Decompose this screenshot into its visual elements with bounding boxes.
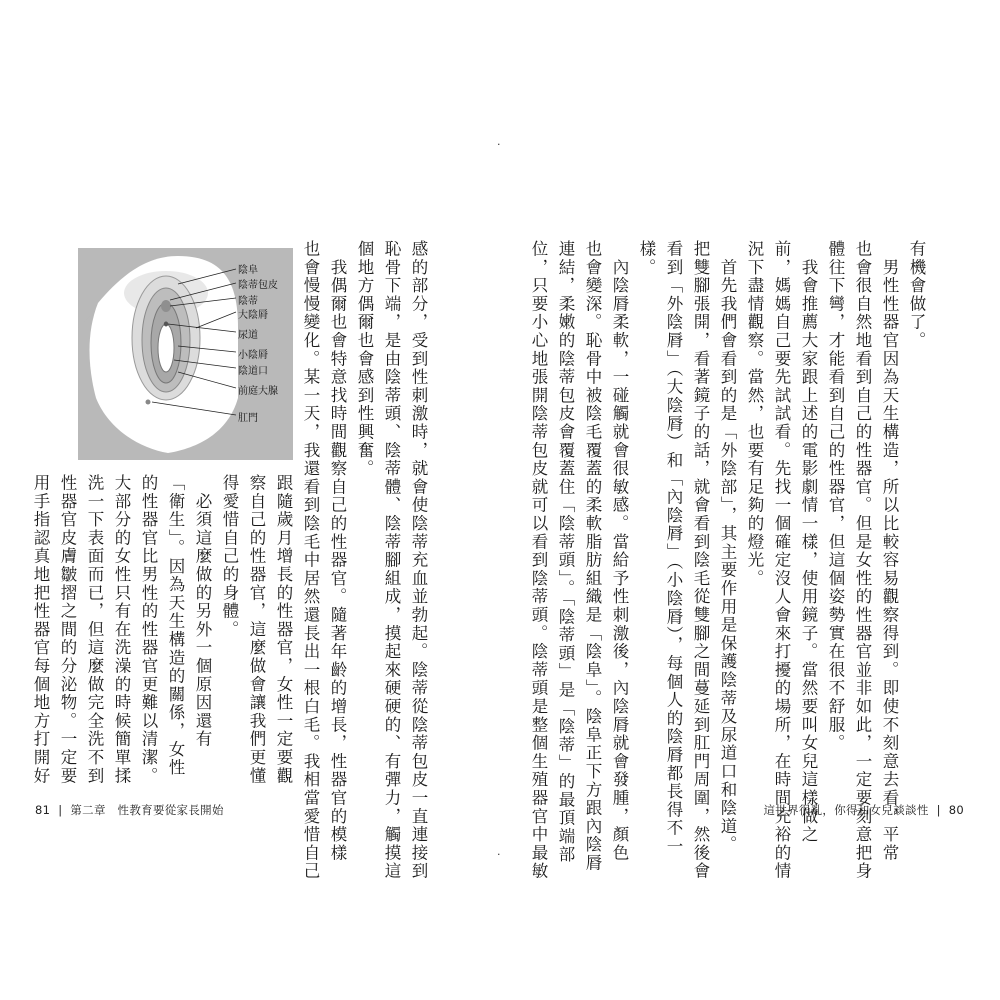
- left-text-column: 我偶爾也會特意找時間觀察自己的性器官。隨著年齡的增長，性器官的模樣: [328, 240, 347, 863]
- right-text-column: 內陰脣柔軟，一碰觸就會很敏感。當給予性刺激後，內陰脣就會發腫，顏色: [610, 240, 629, 863]
- left-text-column: 必須這麼做的另外一個原因還有: [193, 474, 212, 749]
- left-text-column: 個地方偶爾也會感到性興奮。: [355, 240, 374, 478]
- right-text-column: 我會推薦大家跟上述的電影劇情一樣，使用鏡子。當然要叫女兒這樣做之: [799, 240, 818, 844]
- right-text-column: 樣。: [637, 240, 656, 277]
- figure-label-labia-majora: 大陰脣: [238, 310, 268, 321]
- left-page-number: 81: [35, 803, 51, 817]
- bottom-registration-mark: ·: [497, 848, 501, 861]
- left-page-footer: [35, 802, 224, 818]
- left-text-column: 也會慢慢變化。某一天，我還看到陰毛中居然還長出一根白毛。我相當愛惜自己: [301, 240, 320, 881]
- right-text-column: 前，媽媽自己要先試試看。先找一個確定沒人會來打擾的場所，在時間充裕的情: [772, 240, 791, 881]
- right-text-column: 看到「外陰脣」（大陰脣）和「內陰脣」（小陰脣），每個人的陰脣都長得不一: [664, 240, 683, 856]
- left-text-column: 得愛惜自己的身體。: [220, 474, 239, 639]
- figure-label-urethra: 尿道: [238, 330, 258, 341]
- anatomy-figure: [78, 248, 293, 460]
- footer-separator: |: [58, 803, 63, 817]
- figure-label-labia-minora: 小陰脣: [238, 350, 268, 361]
- left-text-column: 察自己的性器官，這麼做會讓我們更懂: [247, 474, 266, 786]
- figure-label-bartholin-gland: 前庭大腺: [238, 386, 278, 397]
- figure-label-mons: 陰阜: [238, 265, 258, 276]
- right-text-column: 也會變深。恥骨中被陰毛覆蓋的柔軟脂肪組織是「陰阜」。陰阜正下方跟內陰脣: [583, 240, 602, 873]
- right-text-column: 位，只要小心地張開陰蒂包皮就可以看到陰蒂頭。陰蒂頭是整個生殖器官中最敏: [529, 240, 548, 881]
- right-page-number: 80: [948, 803, 964, 817]
- footer-separator: |: [936, 803, 941, 817]
- right-text-column: 首先我們會看到的是「外陰部」，其主要作用是保護陰蒂及尿道口和陰道。: [718, 240, 737, 854]
- right-text-column: 連結，柔嫩的陰蒂包皮會覆蓋住「陰蒂頭」。「陰蒂頭」是「陰蒂」的最頂端部: [556, 240, 575, 864]
- chapter-title: 第二章 性教育要從家長開始: [70, 803, 224, 817]
- book-title: 這世界很亂，你得和女兒談談性: [763, 803, 929, 817]
- right-text-column: 有機會做了。: [907, 240, 926, 350]
- left-text-column: 性器官皮膚皺摺之間的分泌物。一定要: [58, 474, 77, 786]
- right-text-column: 也會很自然地看到自己的性器官。但是女性的性器官並非如此，一定要刻意把身: [853, 240, 872, 881]
- figure-label-vaginal-opening: 陰道口: [238, 366, 268, 377]
- right-text-column: 男性性器官因為天生構造，所以比較容易觀察得到。即使不刻意去看，平常: [880, 240, 899, 863]
- right-text-column: 體往下彎，才能看到自己的性器官，但這個姿勢實在很不舒服。: [826, 240, 845, 753]
- figure-label-anus: 肛門: [238, 413, 258, 424]
- left-text-column: 大部分的女性只有在洗澡的時候簡單揉: [112, 474, 131, 786]
- left-text-column: 用手指認真地把性器官每個地方打開好: [31, 474, 50, 786]
- right-text-column: 況下盡情觀察。當然，也要有足夠的燈光。: [745, 240, 764, 588]
- right-page-footer: [763, 802, 964, 818]
- figure-label-clitoris: 陰蒂: [238, 296, 258, 307]
- left-text-column: 感的部分，受到性刺激時，就會使陰蒂充血並勃起。陰蒂從陰蒂包皮一直連接到: [409, 240, 428, 881]
- left-text-column: 洗一下表面而已，但這麼做完全洗不到: [85, 474, 104, 786]
- figure-label-clitoral-hood: 陰蒂包皮: [238, 280, 278, 291]
- left-text-column: 「衛生」。因為天生構造的關係，女性: [166, 474, 185, 777]
- top-registration-mark: ·: [497, 138, 501, 151]
- right-text-column: 把雙腳張開，看著鏡子的話，就會看到陰毛從雙腳之間蔓延到肛門周圍，然後會: [691, 240, 710, 881]
- left-text-column: 的性器官比男性的性器官更難以清潔。: [139, 474, 158, 786]
- left-text-column: 恥骨下端，是由陰蒂頭、陰蒂體、陰蒂腳組成，摸起來硬硬的、有彈力，觸摸這: [382, 240, 401, 881]
- left-text-column: 跟隨歲月增長的性器官，女性一定要觀: [274, 474, 293, 786]
